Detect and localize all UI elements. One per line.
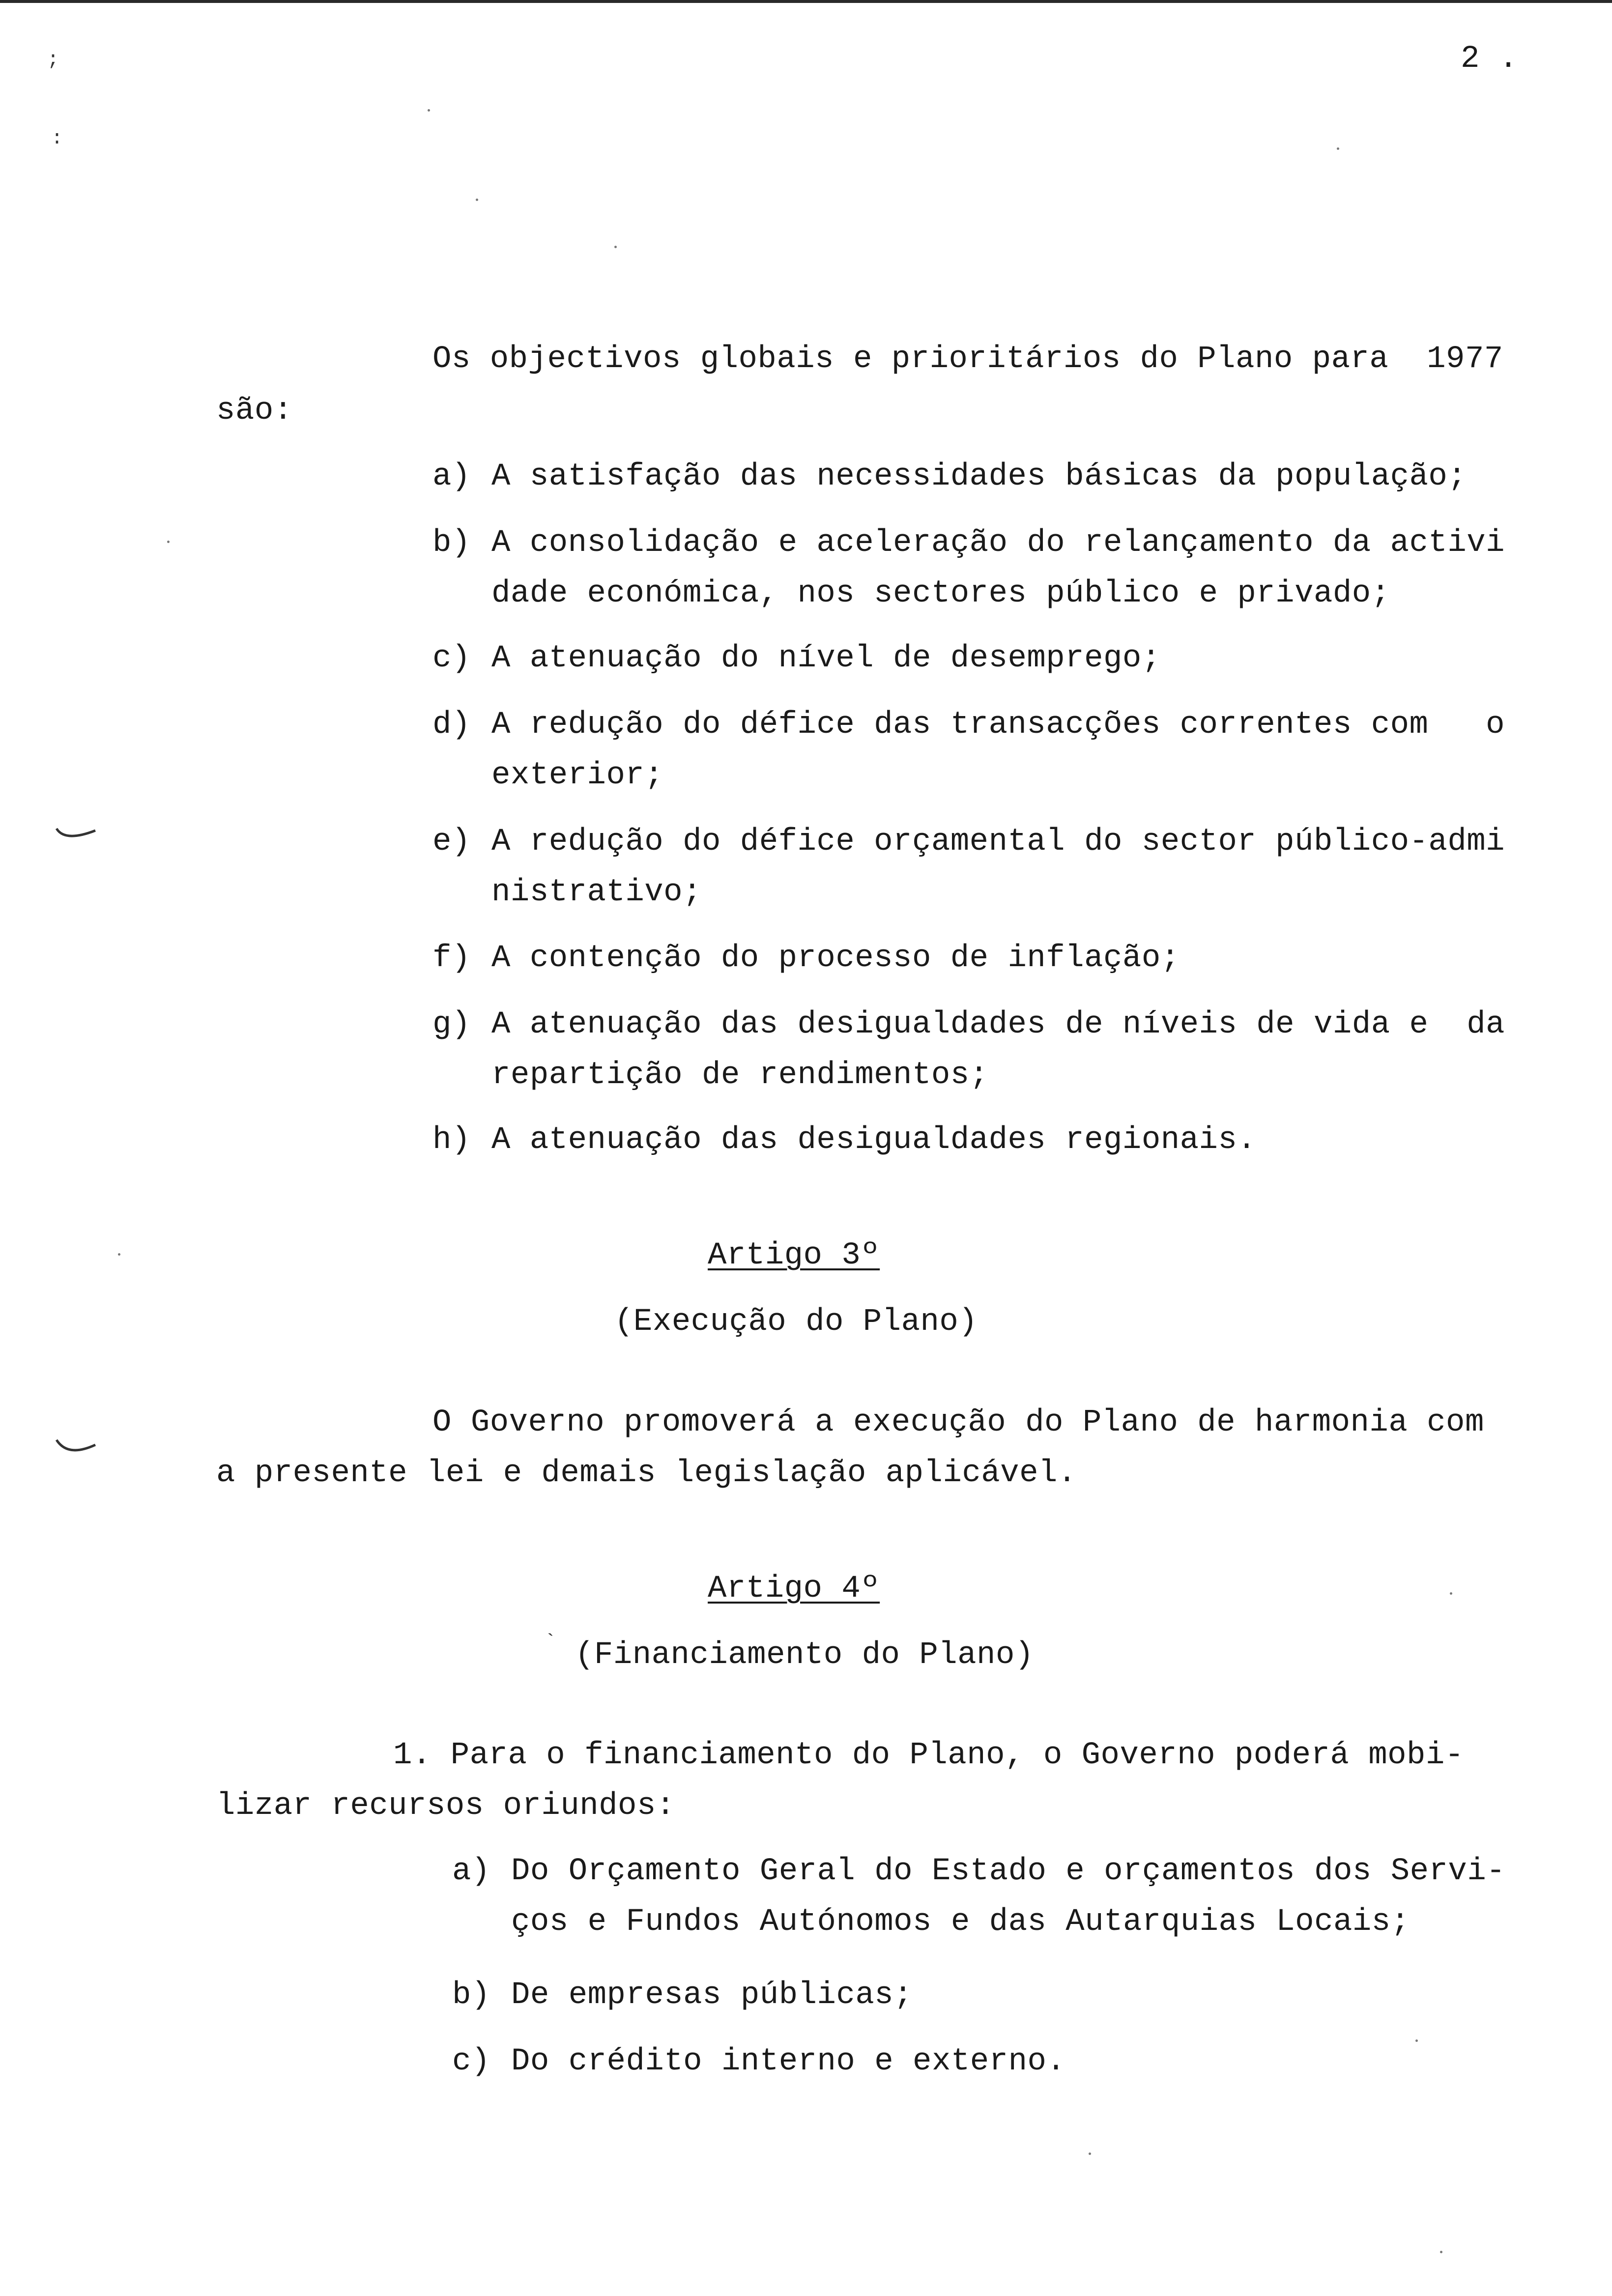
scan-speck xyxy=(1450,1592,1452,1595)
article-4-heading: Artigo 4º xyxy=(708,1571,880,1607)
list-item-letter: c) xyxy=(432,641,471,676)
list-item-text: A redução do défice orçamental do sector público-admi xyxy=(491,824,1505,860)
list-item-text: exterior; xyxy=(491,758,664,793)
list-item-text: Do Orçamento Geral do Estado e orçamentos dos Servi- xyxy=(511,1854,1506,1889)
list-item-text: A atenuação das desigualdades regionais. xyxy=(491,1122,1257,1158)
list-item-text: repartição de rendimentos; xyxy=(491,1058,989,1093)
list-item-letter: a) xyxy=(452,1854,490,1889)
article-3-line-1: O Governo promoverá a execução do Plano de harmonia com xyxy=(432,1405,1484,1440)
article-4-line-2: lizar recursos oriundos: xyxy=(216,1788,675,1824)
list-item-text: A atenuação das desigualdades de níveis de vida e da xyxy=(491,1007,1505,1042)
list-item-text: A satisfação das necessidades básicas da população; xyxy=(491,459,1467,494)
list-item-text: A consolidação e aceleração do relançamento da activi xyxy=(491,525,1505,561)
list-item-letter: h) xyxy=(432,1122,471,1158)
list-item-letter: c) xyxy=(452,2044,490,2079)
list-item-text: nistrativo; xyxy=(491,875,702,910)
article-4-subtitle: (Financiamento do Plano) xyxy=(575,1637,1034,1673)
scan-speck xyxy=(476,199,478,201)
list-item-letter: d) xyxy=(432,707,471,743)
article-3-line-2: a presente lei e demais legislação aplicável. xyxy=(216,1456,1077,1491)
list-item-text: A redução do défice das transacções correntes com o xyxy=(491,707,1505,743)
top-border-line xyxy=(0,0,1612,3)
article-3-heading: Artigo 3º xyxy=(708,1238,880,1273)
scan-speck xyxy=(167,541,170,543)
margin-bracket-icon xyxy=(54,1435,98,1460)
margin-bracket-icon xyxy=(54,826,98,845)
margin-mark: : xyxy=(51,128,63,150)
scan-mark: ` xyxy=(545,1632,557,1654)
list-item-letter: b) xyxy=(452,1978,490,2013)
list-item-text: A atenuação do nível de desemprego; xyxy=(491,641,1161,676)
scan-speck xyxy=(1089,2152,1091,2155)
scan-speck xyxy=(1440,2251,1442,2253)
page-number: 2 . xyxy=(1461,41,1518,77)
scan-speck xyxy=(1337,147,1339,150)
list-item-letter: a) xyxy=(432,459,471,494)
margin-mark: ; xyxy=(47,49,59,71)
list-item-text: De empresas públicas; xyxy=(511,1978,913,2013)
list-item-text: Do crédito interno e externo. xyxy=(511,2044,1066,2079)
scan-speck xyxy=(614,246,617,248)
list-item-letter: b) xyxy=(432,525,471,561)
scan-speck xyxy=(428,109,430,112)
list-item-letter: f) xyxy=(432,941,471,976)
article-3-subtitle: (Execução do Plano) xyxy=(614,1304,978,1340)
article-4-line-1: 1. Para o financiamento do Plano, o Governo poderá mobi- xyxy=(393,1738,1464,1773)
scan-speck xyxy=(118,1253,120,1256)
list-item-letter: e) xyxy=(432,824,471,860)
list-item-text: ços e Fundos Autónomos e das Autarquias Locais; xyxy=(511,1904,1410,1940)
list-item-text: A contenção do processo de inflação; xyxy=(491,941,1180,976)
list-item-letter: g) xyxy=(432,1007,471,1042)
intro-line-2: são: xyxy=(216,393,293,429)
list-item-text: dade económica, nos sectores público e privado; xyxy=(491,576,1390,611)
scan-speck xyxy=(1415,2039,1418,2042)
intro-line-1: Os objectivos globais e prioritários do Plano para 1977 xyxy=(432,342,1503,377)
